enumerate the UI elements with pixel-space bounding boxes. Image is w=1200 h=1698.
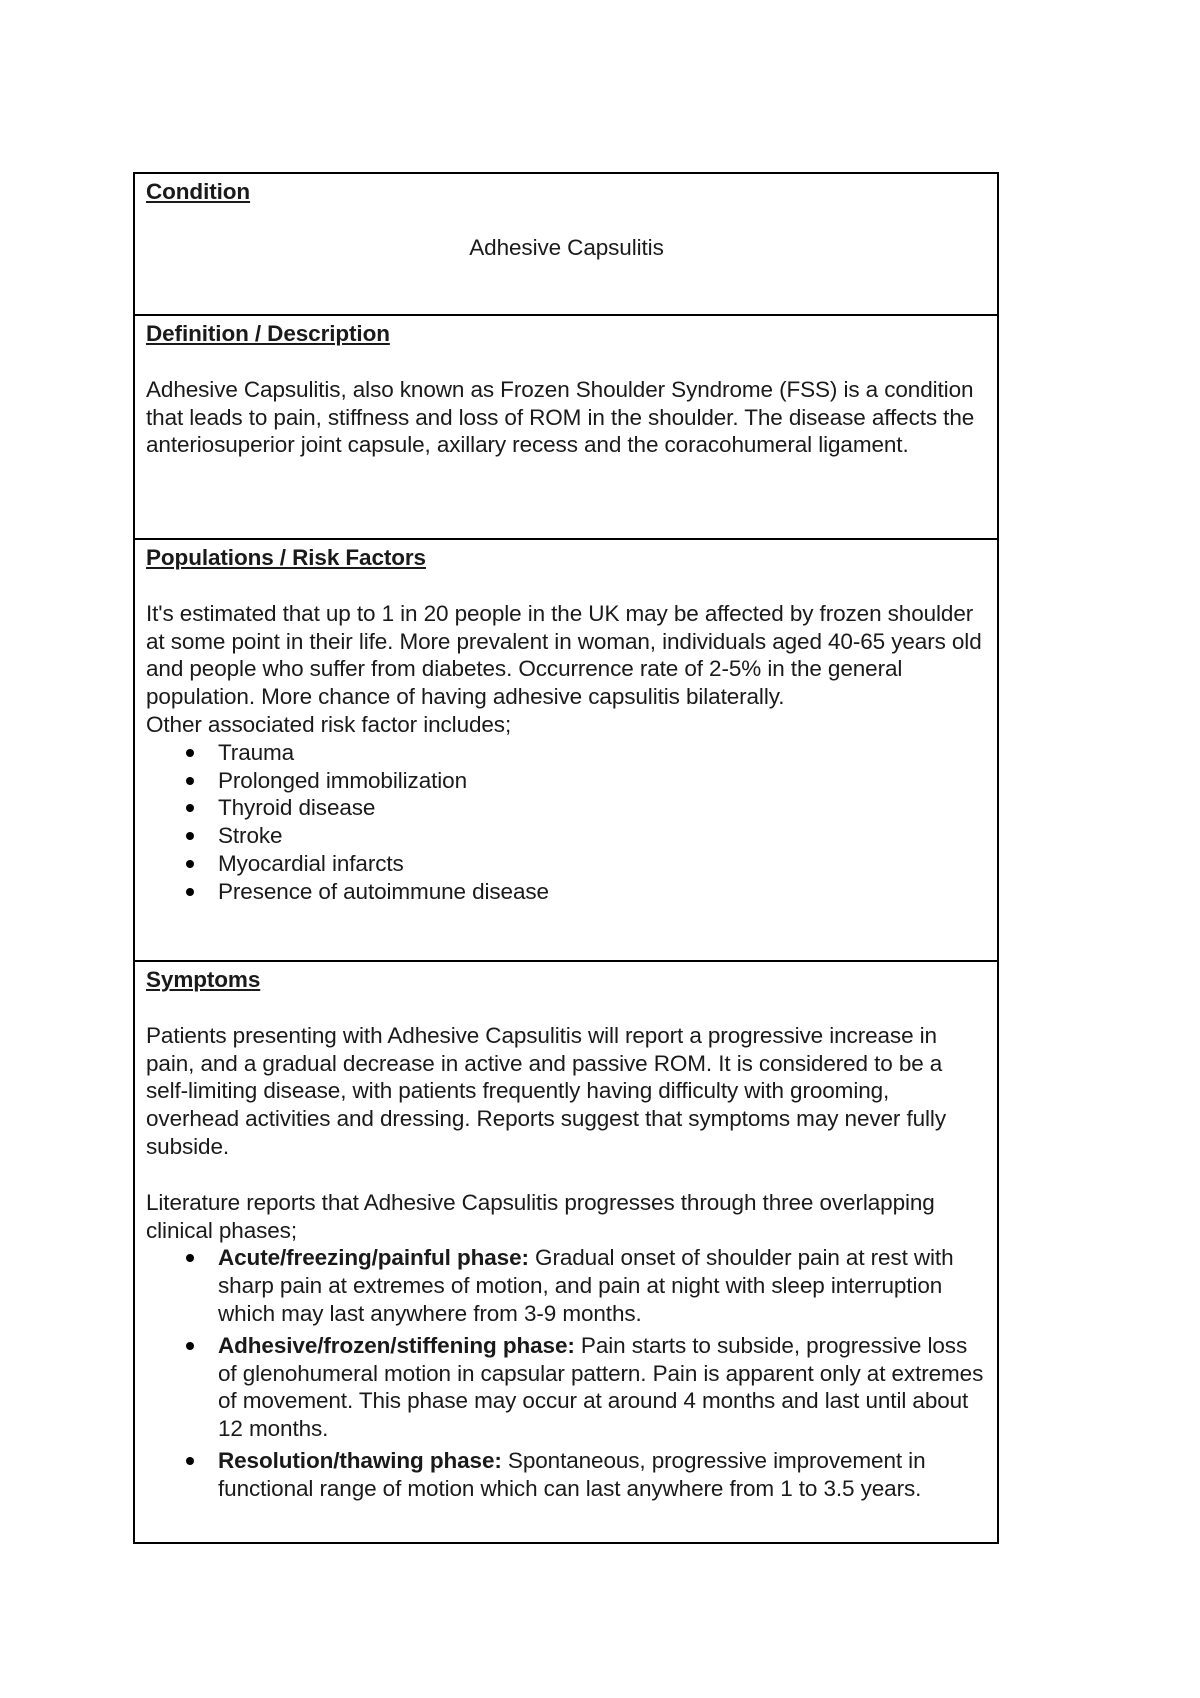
condition-table xyxy=(133,172,999,1544)
populations-section xyxy=(135,540,997,962)
phase-name: Resolution/thawing phase: xyxy=(218,1447,502,1473)
definition-heading: Definition / Description xyxy=(146,321,390,346)
phase-name: Adhesive/frozen/stiffening phase: xyxy=(218,1332,575,1358)
condition-section xyxy=(135,174,997,316)
phase-name: Acute/freezing/painful phase: xyxy=(218,1245,529,1271)
list-item: Prolonged immobilization xyxy=(146,767,987,795)
risk-list-intro: Other associated risk factor includes; xyxy=(146,711,512,737)
list-item: Presence of autoimmune disease xyxy=(146,878,987,906)
list-item: Myocardial infarcts xyxy=(146,850,987,878)
list-item xyxy=(146,1332,987,1443)
phase-text: Pain starts to subside, progressive loss of glenohumeral motion in capsular pattern. Pain is apparent only at extremes of movement. This phase may occur at around 4 months and last until about 12 months. xyxy=(218,1332,984,1442)
list-item xyxy=(146,1447,987,1503)
condition-value: Adhesive Capsulitis xyxy=(469,234,664,260)
list-item xyxy=(146,1244,987,1327)
list-item: Thyroid disease xyxy=(146,794,987,822)
symptoms-section xyxy=(135,962,997,1542)
list-item: Trauma xyxy=(146,739,987,767)
definition-section xyxy=(135,316,997,540)
condition-heading: Condition xyxy=(146,179,251,204)
phase-list xyxy=(146,1244,987,1502)
list-item: Stroke xyxy=(146,822,987,850)
symptoms-heading: Symptoms xyxy=(146,967,261,992)
symptoms-paragraph-2: Literature reports that Adhesive Capsulitis progresses through three overlapping clinical phases; xyxy=(146,1189,935,1243)
risk-factor-list xyxy=(146,739,987,906)
populations-heading: Populations / Risk Factors xyxy=(146,545,426,570)
phase-text: Gradual onset of shoulder pain at rest with sharp pain at extremes of motion, and pain at night with sleep interruption which may last anywhere from 3-9 months. xyxy=(218,1245,954,1326)
populations-text: It's estimated that up to 1 in 20 people in the UK may be affected by frozen shoulder at some point in their life. More prevalent in woman, individuals aged 40-65 years old and people who suffer from diabetes. Occurrence rate of 2-5% in the general population. More chance of having adhesive capsulitis bilaterally. xyxy=(146,600,982,710)
definition-text: Adhesive Capsulitis, also known as Frozen Shoulder Syndrome (FSS) is a condition that leads to pain, stiffness and loss of ROM in the shoulder. The disease affects the anteriosuperior joint capsule, axillary recess and the coracohumeral ligament. xyxy=(146,376,975,458)
phase-text: Spontaneous, progressive improvement in functional range of motion which can last anywhere from 1 to 3.5 years. xyxy=(218,1447,926,1501)
symptoms-paragraph-1: Patients presenting with Adhesive Capsulitis will report a progressive increase in pain, and a gradual decrease in active and passive ROM. It is considered to be a self-limiting disease, with patients frequently having difficulty with grooming, overhead activities and dressing. Reports suggest that symptoms may never fully subside. xyxy=(146,1022,946,1159)
